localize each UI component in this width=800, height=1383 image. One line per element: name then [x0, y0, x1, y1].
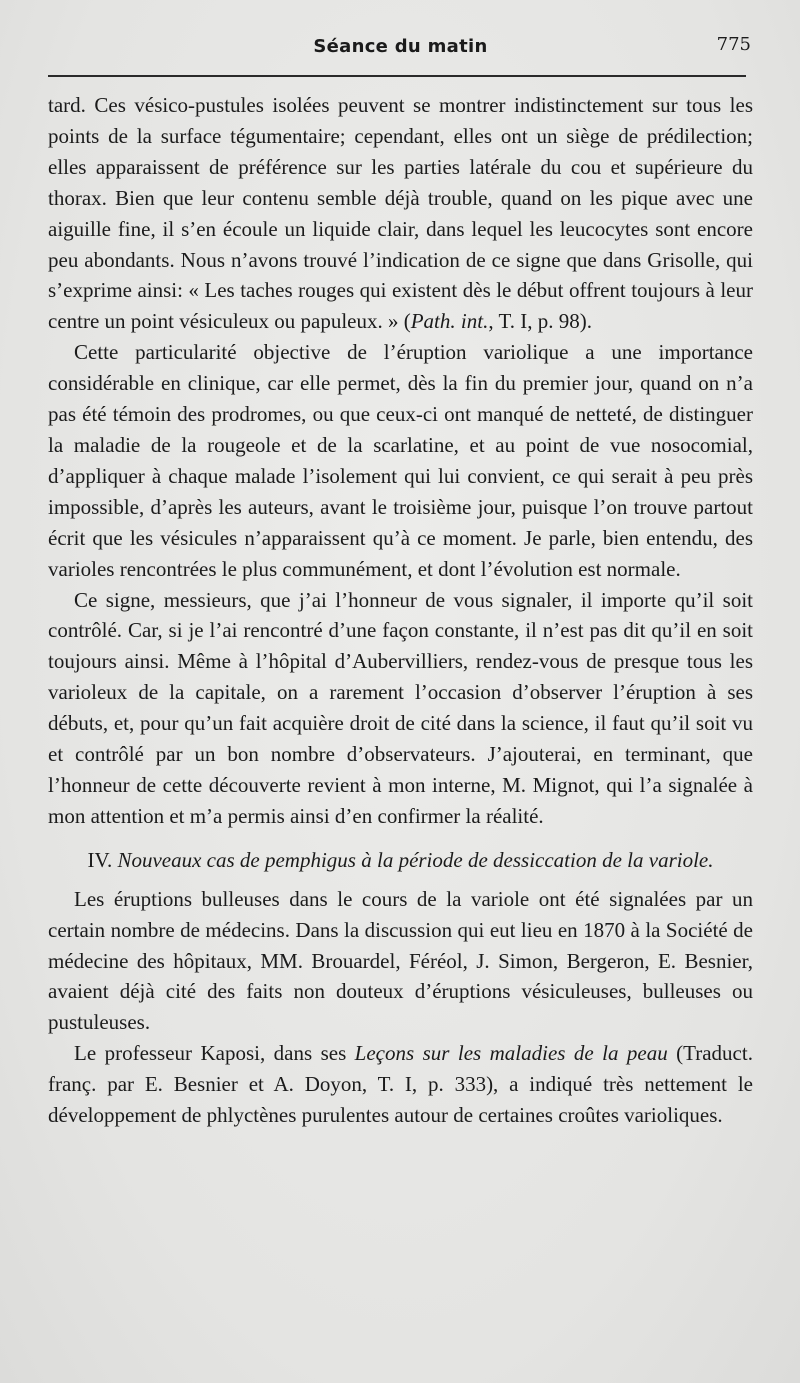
header-rule [48, 75, 746, 77]
page-number: 775 [716, 34, 751, 55]
paragraph-5 [48, 1038, 753, 1131]
section-number: IV. [87, 847, 113, 872]
section-heading [48, 846, 753, 874]
paragraph-5-end: (Traduct. franç. par E. Besnier et A. Doyon, T. I, p. 333), a indiqué très nettement le développement de phlyctènes purulentes autour de certaines croûtes varioliques. [48, 1041, 753, 1128]
paragraph-1 [48, 90, 753, 337]
paragraph-3: Ce signe, messieurs, que j’ai l’honneur de vous signaler, il importe qu’il soit contrôlé. Car, si je l’ai rencontré d’une façon constante, il n’est pas dit qu’il en soit toujours ainsi. Même à l’hôpital d’Aubervilliers, rendez-vous de presque tous les varioleux de la capitale, on a rarement l’occasion d’observer l’éruption à ses débuts, et, pour qu’un fait acquière droit de cité dans la science, il faut qu’il soit vu et contrôlé par un bon nombre d’observateurs. J’ajouterai, en terminant, que l’honneur de cette découverte revient à mon interne, M. Mignot, qui l’a signalée à mon attention et m’a permis ainsi d’en confirmer la réalité. [48, 587, 753, 828]
paragraph-5-text: Le professeur Kaposi, dans ses [74, 1041, 355, 1066]
section-title: Nouveaux cas de pemphigus à la période de dessiccation de la variole. [117, 847, 714, 872]
page-header [48, 32, 753, 66]
book-title-italic: Leçons sur les maladies de la peau [354, 1041, 668, 1066]
running-title: Séance du matin [313, 36, 488, 57]
page-body [48, 90, 753, 1131]
paragraph-1-text: tard. Ces vésico-pustules isolées peuvent se montrer indistinctement sur tous les points de la surface tégumentaire; cependant, elles ont un siège de prédilection; elles apparaissent de préférence sur les parties latérale du cou et supérieure du thorax. Bien que leur contenu semble déjà trouble, quand on les pique avec une aiguille fine, il s’en écoule un liquide clair, dans lequel les leucocytes sont encore peu abondants. Nous n’avons trouvé l’indication de ce signe que dans Grisolle, qui s’exprime ainsi: « Les taches rouges qui existent dès le début offrent toujours à leur centre un point vésiculeux ou papuleux. » ( [48, 93, 753, 334]
paragraph-1-end: , T. I, p. 98). [488, 309, 592, 334]
citation-italic: Path. int. [410, 309, 489, 334]
paragraph-4: Les éruptions bulleuses dans le cours de la variole ont été signalées par un certain nombre de médecins. Dans la discussion qui eut lieu en 1870 à la Société de médecine des hôpitaux, MM. Brouardel, Féréol, J. Simon, Bergeron, E. Besnier, avaient déjà cité des faits non douteux d’éruptions vésiculeuses, bulleuses ou pustuleuses. [48, 886, 753, 1035]
paragraph-2: Cette particularité objective de l’éruption variolique a une importance considérable en clinique, car elle permet, dès la fin du premier jour, quand on n’a pas été témoin des prodromes, ou que ceux-ci ont manqué de netteté, de distinguer la maladie de la rougeole et de la scarlatine, et au point de vue nosocomial, d’appliquer à chaque malade l’isolement qui lui convient, ce qui serait à peu près impossible, d’après les auteurs, avant le troisième jour, puisque l’on trouve partout écrit que les vésicules n’apparaissent qu’à ce moment. Je parle, bien entendu, des varioles rencontrées le plus communément, et dont l’évolution est normale. [48, 340, 753, 581]
